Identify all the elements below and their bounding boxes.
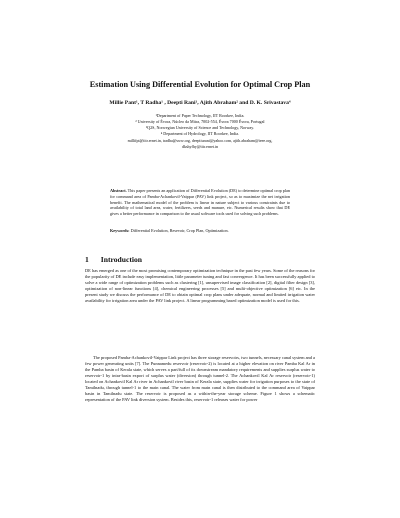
affiliation: ¹Department of Paper Technology, IIT Roorkee, India. <box>155 113 245 118</box>
author-list: Millie Pant¹, T Radha¹ , Deepti Rani¹, Ajith Abraham² and D. K. Srivastava⁴ <box>109 100 291 106</box>
author-emails: millifpt@iitr.ernet.in, tradha@sww.org, deeptiurani@yahoo.com, ajith.abraham@ieee.org, <box>127 138 273 143</box>
affiliation: ⁴ Department of Hydrology, IIT Roorkee, India. <box>160 131 240 136</box>
paper-title: Estimation Using Differential Evolution for Optimal Crop Plan <box>89 80 311 89</box>
affiliation: ³Q2S, Norwegian University of Science and Technology, Norway. <box>145 125 255 130</box>
author-emails: dkshyfhy@iitr.ernet.in <box>181 144 219 149</box>
keywords <box>110 228 310 233</box>
keywords-label: Keywords: <box>110 228 130 233</box>
abstract <box>110 188 290 217</box>
keywords-text: Differential Evolution, Resevoir, Crop Plan, Optimization. <box>129 228 229 233</box>
affiliation: ² University of Évora, Núcleo da Mitra, 7002-554, Évora 7000 Évora, Portugal <box>135 119 265 124</box>
section-number: 1 <box>85 255 89 264</box>
abstract-text: This paper presents an application of Differential Evolution (DE) to determine optimal crop plan for command area of Pamba-Achankovil-Vaippar (PAV) link project, so as to maximize the net irrigation benefit. The mathematical model of the problem is linear in nature subject to various constraints due to availability of total land area, water, fertilizers, seeds and manure, etc. Numerical results show that DE gives a better performance in comparison to the usual software tools used for solving such problems. <box>110 188 290 217</box>
section-title: Introduction <box>100 255 143 264</box>
intro-paragraph-1: DE has emerged as one of the most promising contemporary optimization technique in the past few years. Some of the reasons for the popularity of DE include easy implementation, little parameter tuning and fast convergence. It has been successfully applied to solve a wide range of optimization problems such as clustering [1], unsupervised image classification [2], digital filter design [3], optimization of non-linear functions [4], chemical engineering processes [5] and multi-objective optimization [6] etc. In the present study we discuss the performance of DE to obtain optimal crop plans under adequate, normal and limited irrigation water availability for irrigation area under the PAV link project. A linear programming based optimization model is used for this. <box>85 268 315 304</box>
abstract-label: Abstract. <box>110 188 127 193</box>
section-heading <box>85 255 142 264</box>
intro-paragraph-2: The proposed Pamba-Achankovil-Vaippar Link project has three storage reservoirs, two tunnels, necessary canal system and a few power generating units [7]. The Punnamedu reservoir (reservoir-2) is located at a higher elevation on river Pamba Kal Ar in the Pamba basin of Kerala state, which serves a part/full of its downstream mandatory requirements and supplies surplus water to reservoir-1 by intra-basin export of surplus water (diversion) through tunnel-2. The Achankovil Kal Ar reservoir (reservoir-1) located on Achankovil Kal Ar river in Achankovil river basin of Kerala state, supplies water for irrigation purposes to the state of Tamilnadu, through tunnel-1 to the main canal. The water from main canal is then distributed to the command area of Vaippar basin in Tamilnadu state. The reservoir is proposed as a within-the-year storage scheme. Figure 1 shows a schematic representation of the PAV link diversion system. Besides this, reservoir-1 releases water for power <box>85 355 315 403</box>
